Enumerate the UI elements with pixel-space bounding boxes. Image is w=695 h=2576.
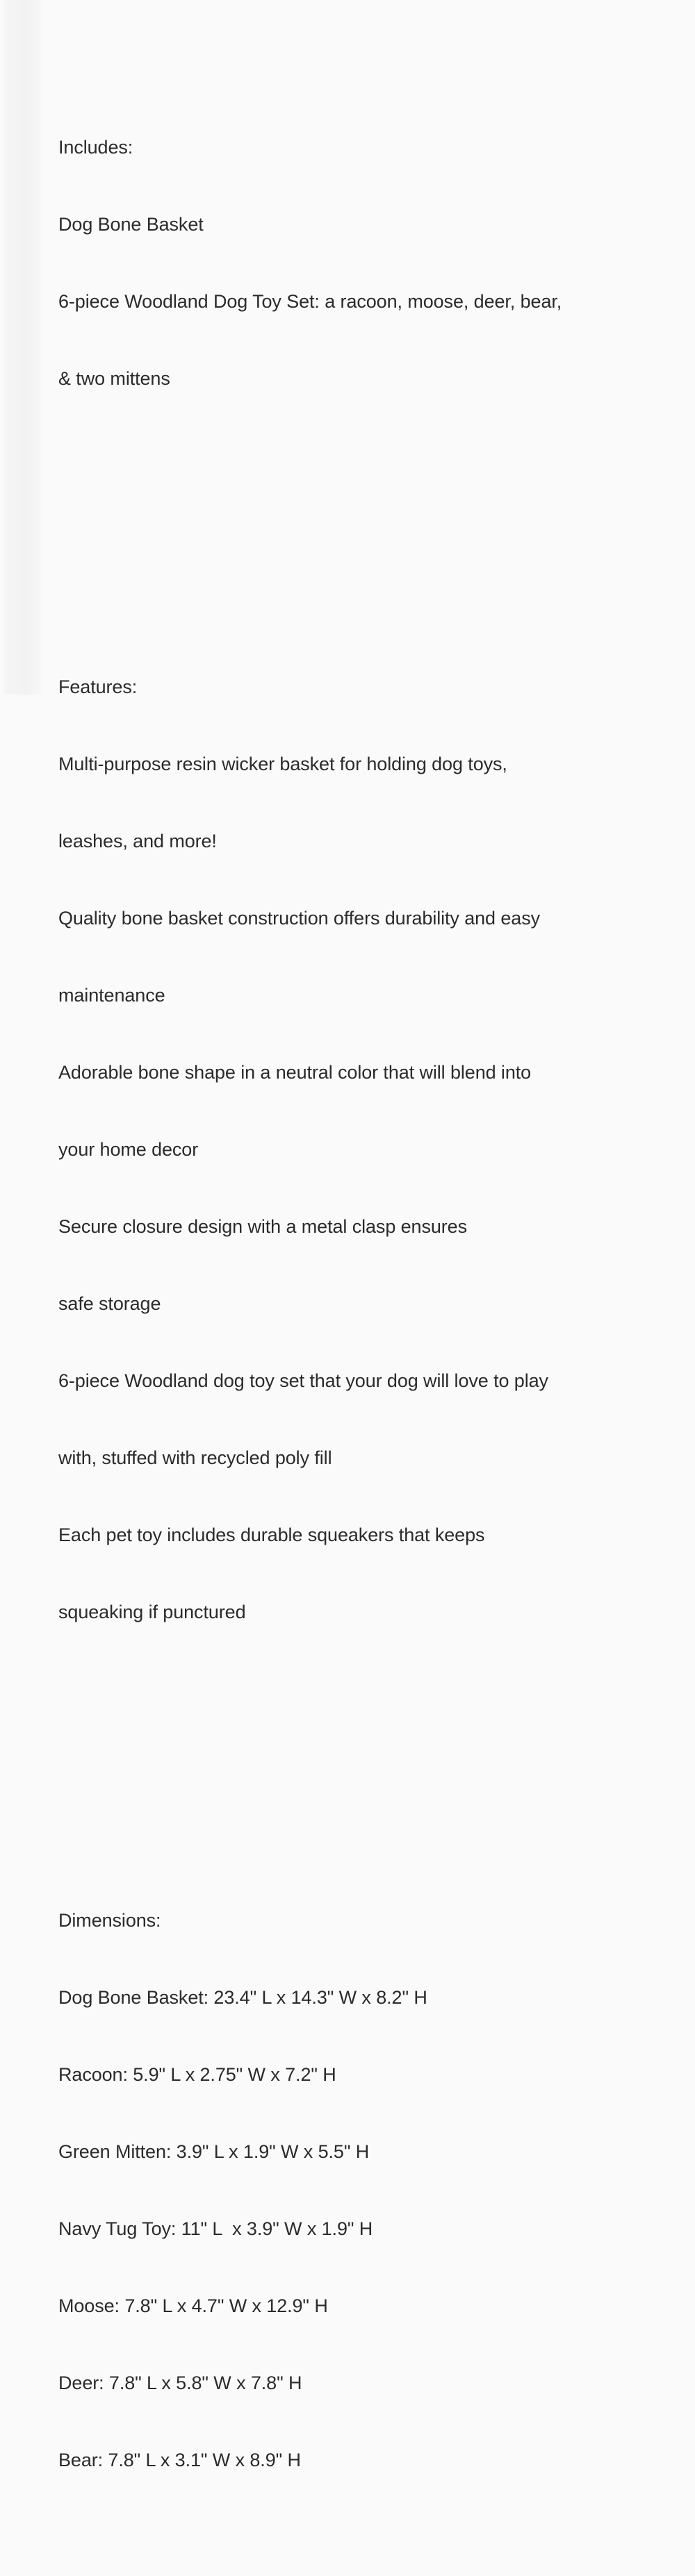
features-line: squeaking if punctured [58, 1602, 246, 1622]
features-line: 6-piece Woodland dog toy set that your dog will love to play [58, 1370, 548, 1391]
section-spacer [58, 1754, 649, 1779]
features-line: with, stuffed with recycled poly fill [58, 1447, 332, 1468]
includes-section [58, 77, 649, 443]
features-line: Quality bone basket construction offers durability and easy [58, 908, 541, 929]
features-line: Secure closure design with a metal clasp ensures [58, 1216, 468, 1237]
features-line: Adorable bone shape in a neutral color that will blend into [58, 1062, 532, 1083]
features-line: your home decor [58, 1139, 199, 1160]
features-line: Each pet toy includes durable squeakers that keeps [58, 1524, 485, 1545]
features-section [58, 623, 649, 1677]
dimensions-heading: Dimensions: [58, 1910, 161, 1931]
features-line: safe storage [58, 1293, 161, 1314]
dimensions-line: Deer: 7.8" L x 5.8" W x 7.8" H [58, 2373, 302, 2393]
features-line: leashes, and more! [58, 831, 217, 851]
section-spacer [58, 520, 649, 546]
dimensions-line: Dog Bone Basket: 23.4" L x 14.3" W x 8.2" H [58, 1987, 427, 2008]
product-description [58, 0, 649, 2470]
includes-line: Dog Bone Basket [58, 214, 204, 235]
dimensions-line: Navy Tug Toy: 11" L x 3.9" W x 1.9" H [58, 2218, 373, 2239]
includes-heading: Includes: [58, 137, 133, 158]
includes-line: & two mittens [58, 368, 170, 389]
dimensions-line: Bear: 7.8" L x 3.1" W x 8.9" H [58, 2450, 301, 2470]
includes-line: 6-piece Woodland Dog Toy Set: a racoon, moose, deer, bear, [58, 291, 562, 312]
left-edge-band [0, 0, 44, 695]
dimensions-line: Racoon: 5.9" L x 2.75" W x 7.2" H [58, 2064, 336, 2085]
features-heading: Features: [58, 676, 138, 697]
dimensions-section [58, 1856, 649, 2525]
features-line: Multi-purpose resin wicker basket for holding dog toys, [58, 754, 507, 774]
features-line: maintenance [58, 985, 165, 1006]
dimensions-line: Green Mitten: 3.9" L x 1.9" W x 5.5" H [58, 2141, 370, 2162]
dimensions-line: Moose: 7.8" L x 4.7" W x 12.9" H [58, 2295, 328, 2316]
